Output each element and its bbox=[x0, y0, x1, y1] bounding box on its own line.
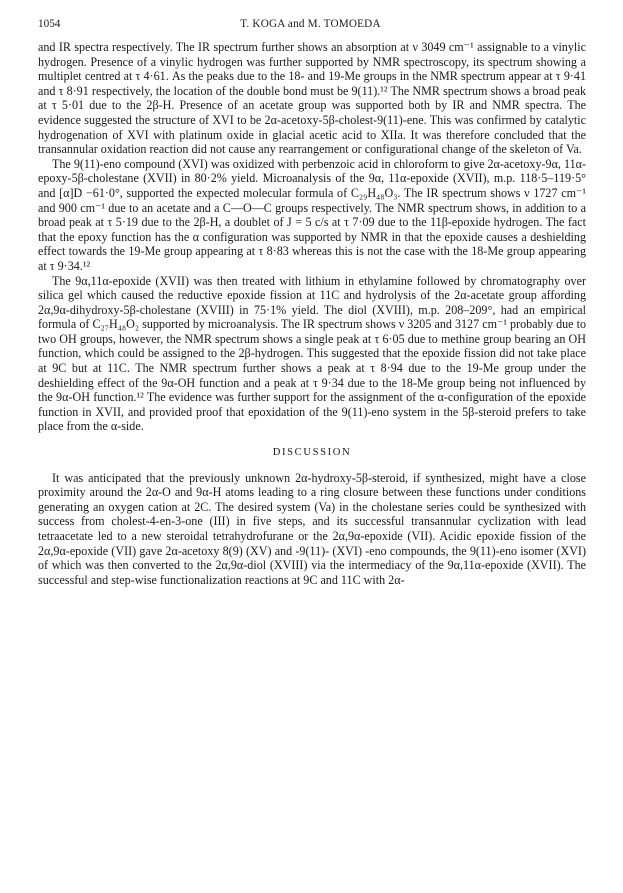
running-header bbox=[38, 18, 583, 34]
body-paragraph: The 9(11)-eno compound (XVI) was oxidized with perbenzoic acid in chloroform to give 2α-acetoxy-9α, 11α-epoxy-5β-cholestane (XVII) in 80·2% yield. Microanalysis of the 9α, 11α-epoxide (XVII), m.p. 118·5–119·5° and [α]D −61·0°, supported the expected molecular formula of C₂₉H₄₈O₃. The IR spectrum shows ν 1727 cm⁻¹ and 900 cm⁻¹ due to an acetate and a C—O—C groups respectively. The NMR spectrum shows, in addition to a broad peak at τ 5·19 due to the 2β-H, a doublet of J = 5 c/s at τ 7·09 due to the 11β-epoxide hydrogen. The fact that the epoxy function has the α configuration was supported by NMR in that the epoxide causes a deshielding effect towards the 19-Me group appearing at τ 8·83 whereas this is not the case with the 18-Me group appearing at τ 9·34.¹² bbox=[38, 156, 586, 273]
section-heading: DISCUSSION bbox=[272, 447, 352, 459]
running-head-authors: T. KOGA and M. TOMOEDA bbox=[240, 18, 381, 30]
article-body bbox=[38, 40, 586, 587]
discussion-paragraph: It was anticipated that the previously unknown 2α-hydroxy-5β-steroid, if synthesized, might have a close proximity around the 2α-O and 9α-H atoms leading to a ring closure between these functions under conditions generating an oxygen cation at 2C. The desired system (Va) in the cholestane series could be synthesized with success from cholest-4-en-3-one (III) in five steps, and its successful transannular cyclization with lead tetraacetate led to a new steroidal tetrahydrofurane or the 2α,9α-epoxide (VII). Acidic epoxide fission of the 2α,9α-epoxide (VII) gave 2α-acetoxy 8(9) (XV) and -9(11)- (XVI) -eno compounds, the 9(11)-eno isomer (XVI) of which was then converted to the 2α,9α-diol (XVIII) via the intermediacy of the 9α,11α-epoxide (XVII). The successful and step-wise functionalization reactions at 9C and 11C with 2α- bbox=[38, 470, 586, 587]
page-number: 1054 bbox=[38, 18, 61, 30]
body-paragraph: and IR spectra respectively. The IR spectrum further shows an absorption at ν 3049 cm⁻¹ assignable to a vinylic hydrogen. Presence of a vinylic hydrogen was further supported by NMR spectroscopy, its spectrum showing a multiplet centred at τ 4·61. As the peaks due to the 18- and 19-Me groups in the NMR spectrum appear at τ 9·41 and τ 8·91 respectively, the location of the double bond must be 9(11).¹² The NMR spectrum shows a broad peak at τ 5·01 due to the 2β-H. Presence of an acetate group was supported both by IR and NMR spectra. The evidence suggested the structure of XVI to be 2α-acetoxy-5β-cholest-9(11)-ene. This was confirmed by catalytic hydrogenation of XVI with platinum oxide in glacial acetic acid to XIIa. It was therefore concluded that the transannular oxidation reaction did not cause any rearrangement or configurational change of the skeleton of Va. bbox=[38, 40, 586, 157]
body-paragraph: The 9α,11α-epoxide (XVII) was then treated with lithium in ethylamine followed by chromatography over silica gel which caused the reductive epoxide fission at 11C and hydrolysis of the 2α-acetate group affording 2α,9α-dihydroxy-5β-cholestane (XVIII) in 75·1% yield. The diol (XVIII), m.p. 208–209°, had an empirical formula of C₂₇H₄₈O₂ supported by microanalysis. The IR spectrum shows ν 3205 and 3127 cm⁻¹ probably due to two OH groups, however, the NMR spectrum shows a single peak at τ 6·05 due to methine group bearing an OH function, which could be assigned to the 2β-hydrogen. This suggested that the epoxide fission did not take place at 9C but at 11C. The NMR spectrum further shows a peak at τ 8·94 due to the 19-Me group under the deshielding effect of the 9α-OH function and a peak at τ 9·34 due to the 18-Me group being not influenced by the 9α-OH function.¹² The evidence was further support for the assignment of the α-configuration of the epoxide function in XVII, and provided proof that epoxidation of the 9(11)-eno system in the 5β-steroid prefers to take place from the α-side. bbox=[38, 273, 586, 434]
